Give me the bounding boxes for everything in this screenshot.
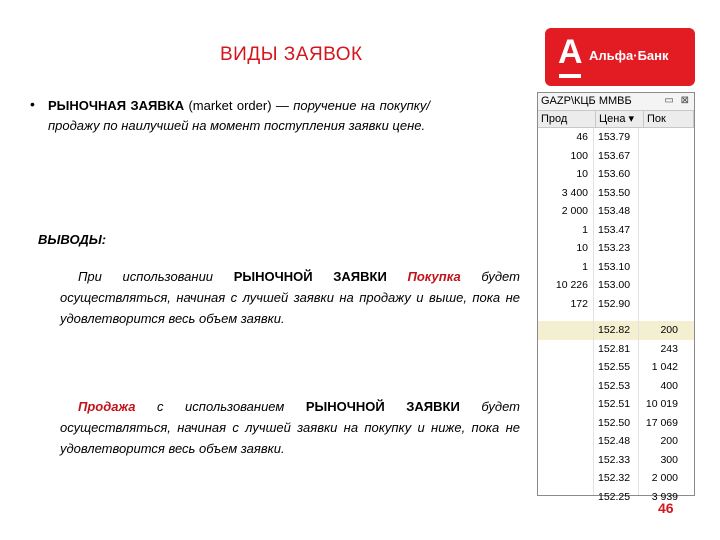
bid-qty: 2 000	[651, 472, 678, 484]
market-order-text: поручение на покупку/продажу по наилучшей на момент поступления заявки цене.	[48, 98, 430, 133]
bid-price: 152.33	[598, 453, 631, 466]
ask-price: 153.00	[598, 279, 631, 291]
ask-row[interactable]	[538, 165, 694, 184]
bid-price: 152.50	[598, 416, 631, 429]
col-buy-header[interactable]: Пок	[644, 111, 694, 127]
col-price-header[interactable]: Цена ▾	[596, 111, 644, 127]
ask-row[interactable]	[538, 221, 694, 240]
bid-empty	[538, 414, 592, 433]
bid-qty: 200	[660, 435, 678, 447]
ask-qty: 46	[576, 131, 588, 143]
ask-qty: 10	[576, 242, 588, 254]
ask-empty	[636, 258, 682, 277]
bid-qty: 1 042	[651, 361, 678, 373]
sell-paragraph	[60, 396, 520, 459]
bullet-mark: •	[30, 96, 35, 112]
bid-qty: 243	[660, 342, 678, 355]
ask-row[interactable]	[538, 258, 694, 277]
alfa-logo-mark	[558, 34, 588, 80]
ask-empty	[636, 221, 682, 240]
slide-title: ВИДЫ ЗАЯВОК	[220, 44, 363, 65]
ask-price: 153.67	[598, 149, 631, 162]
bid-row[interactable]	[538, 469, 694, 488]
bid-price: 152.53	[598, 379, 631, 392]
ask-qty: 2 000	[561, 205, 588, 217]
spread-gap	[538, 313, 694, 321]
ask-row[interactable]	[538, 295, 694, 314]
bid-empty	[538, 395, 592, 414]
bid-empty	[538, 358, 592, 377]
ask-empty	[636, 165, 682, 184]
ask-price: 153.23	[598, 242, 631, 254]
bid-empty	[538, 488, 592, 507]
ask-row[interactable]	[538, 276, 694, 295]
page-number: 46	[658, 500, 674, 516]
order-book-header	[538, 111, 694, 128]
ask-qty: 3 400	[561, 186, 588, 199]
order-book-window[interactable]	[537, 92, 695, 503]
buy-action: Покупка	[407, 269, 461, 284]
market-order-definition	[48, 96, 430, 136]
ask-empty	[636, 128, 682, 147]
bid-price: 152.25	[598, 490, 631, 503]
ask-qty: 1	[582, 260, 588, 273]
bid-empty	[538, 432, 592, 451]
logo-name: Альфа·Банк	[589, 48, 669, 63]
ask-empty	[636, 202, 682, 221]
sell-term: РЫНОЧНОЙ ЗАЯВКИ	[305, 399, 460, 414]
bid-qty: 10 019	[645, 398, 678, 410]
ask-row[interactable]	[538, 184, 694, 203]
ask-price: 153.47	[598, 223, 631, 236]
ask-price: 153.48	[598, 205, 631, 217]
bid-row[interactable]	[538, 340, 694, 359]
sell-text-1: с использованием	[135, 399, 306, 414]
window-buttons[interactable]: ▭ ⊠	[664, 95, 691, 106]
col-divider	[593, 128, 594, 495]
bid-price: 152.51	[598, 398, 631, 410]
bid-price: 152.81	[598, 342, 631, 355]
logo-letter: А	[558, 33, 583, 71]
bid-empty	[538, 469, 592, 488]
ask-qty: 10 226	[555, 279, 588, 291]
bid-row[interactable]	[538, 377, 694, 396]
logo-underline	[559, 74, 581, 78]
ask-empty	[636, 184, 682, 203]
bid-empty	[538, 377, 592, 396]
bid-qty: 300	[660, 453, 678, 466]
alfa-bank-logo	[545, 28, 695, 86]
order-book-titlebar[interactable]	[538, 93, 694, 111]
ask-price: 152.90	[598, 297, 631, 310]
ask-price: 153.50	[598, 186, 631, 199]
bid-row[interactable]	[538, 321, 694, 340]
market-order-term: РЫНОЧНАЯ ЗАЯВКА	[48, 98, 185, 113]
asks-list	[538, 128, 694, 313]
ask-price: 153.10	[598, 260, 631, 273]
ask-qty: 100	[570, 149, 588, 162]
ask-qty: 1	[582, 223, 588, 236]
bid-row[interactable]	[538, 395, 694, 414]
bid-qty: 400	[660, 379, 678, 392]
bid-qty: 200	[660, 324, 678, 336]
buy-term: РЫНОЧНОЙ ЗАЯВКИ	[233, 269, 408, 284]
bid-row[interactable]	[538, 432, 694, 451]
buy-text-2: будет осуществляться, начиная с лучшей заявки на продажу и выше, пока не удовлетворится весь объем заявки.	[60, 269, 520, 326]
ask-row[interactable]	[538, 202, 694, 221]
bid-qty: 3 939	[651, 490, 678, 503]
buy-text-1: При использовании	[78, 269, 234, 284]
sell-action: Продажа	[78, 399, 136, 414]
market-order-paren: (market order) —	[184, 98, 294, 113]
ask-row[interactable]	[538, 128, 694, 147]
buy-paragraph	[60, 266, 520, 329]
ask-qty: 10	[576, 168, 588, 180]
ask-empty	[636, 147, 682, 166]
bid-empty	[538, 451, 592, 470]
bids-list	[538, 321, 694, 506]
bid-empty	[538, 340, 592, 359]
bid-price: 152.48	[598, 435, 631, 447]
sell-text-2: будет осуществляться, начиная с лучшей заявки на покупку и ниже, пока не удовлетворится весь объем заявки.	[60, 399, 520, 456]
col-divider	[638, 128, 639, 495]
ask-empty	[636, 239, 682, 258]
bid-row[interactable]	[538, 451, 694, 470]
bid-price: 152.55	[598, 361, 631, 373]
bid-row[interactable]	[538, 358, 694, 377]
ask-row[interactable]	[538, 147, 694, 166]
order-book-title: GAZP\КЦБ ММВБ	[541, 95, 632, 107]
bid-qty: 17 069	[645, 416, 678, 429]
ask-empty	[636, 295, 682, 314]
ask-empty	[636, 276, 682, 295]
ask-price: 153.79	[598, 131, 631, 143]
bid-empty	[538, 321, 592, 340]
col-sell-header[interactable]: Прод	[538, 111, 596, 127]
conclusions-label: ВЫВОДЫ:	[38, 232, 107, 247]
bid-row[interactable]	[538, 414, 694, 433]
bid-price: 152.82	[598, 324, 631, 336]
bid-price: 152.32	[598, 472, 631, 484]
ask-qty: 172	[570, 297, 588, 310]
ask-price: 153.60	[598, 168, 631, 180]
ask-row[interactable]	[538, 239, 694, 258]
